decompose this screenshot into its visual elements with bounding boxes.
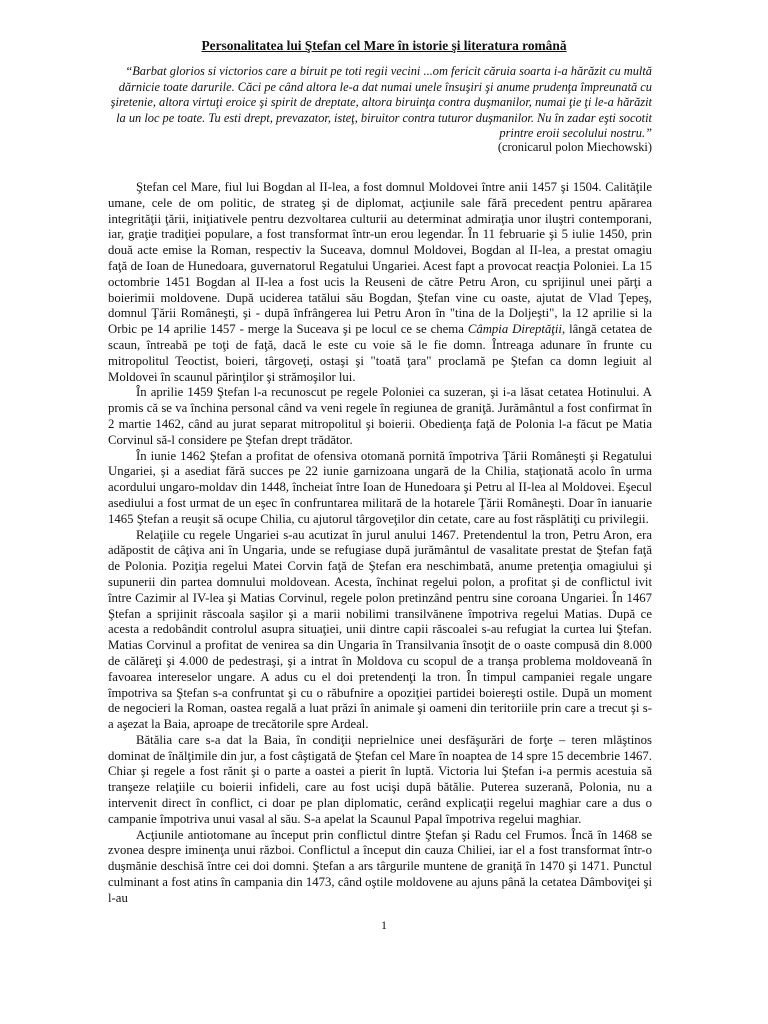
paragraph-text: , lângă cetatea de scaun, întreabă pe toţi de faţă, dacă le este cu voie să le fie domn. Întreaga adunare în frunte cu mitropolitul Teoctist, boieri, târgoveţi, ostaşi şi "toată ţara" proclamă pe Ştefan ca domn legiuit al Moldovei în scaunul părinţilor şi strămoşilor lui.: [108, 322, 652, 384]
paragraph: Acţiunile antiotomane au început prin conflictul dintre Ştefan şi Radu cel Frumos. Încă în 1468 se zvonea despre iminenţa unui război. Conflictul a început din cauza Chiliei, iar el a fost transformat într-o duşmănie deschisă între cei doi domni. Ştefan a ars târgurile muntene de graniţă în 1470 şi 1471. Punctul culminant a fost atins în campania din 1473, când oştile moldovene au ajuns până la cetatea Dâmboviţei şi l-au: [108, 827, 652, 905]
emphasized-place-name: Câmpia Direptăţii: [467, 322, 562, 337]
paragraph: Relaţiile cu regele Ungariei s-au acutizat în jurul anului 1467. Pretendentul la tron, Petru Aron, era adăpostit de câţiva ani în Ungaria, unde se refugiase după jurământul de vasalitate prestat de Ştefan faţă de Polonia. Poziţia regelui Matei Corvin faţă de Ştefan era neschimbată, anume pretenţia omagiului şi supunerii din partea domnului moldovean. Acesta, închinat regelui polon, a profitat şi de conflictul ivit între Cazimir al IV-lea şi Matias Corvinul, regele polon pretinzând pentru sine coroana Ungariei. În 1467 Ştefan a sprijinit răscoala saşilor şi a marii nobilimi transilvănene împotriva regelui Matias. După ce acesta a redobândit controlul asupra situaţiei, unii dintre capii răscoalei s-au refugiat la curtea lui Ştefan. Matias Corvinul a profitat de venirea sa din Ungaria în Transilvania însoţit de o oaste compusă din 8.000 de călăreţi şi 4.000 de pedestraşi, şi a intrat în Moldova cu scopul de a tranşa problema moldoveană în favoarea intereselor ungare. A adus cu el doi pretendenţi la tron. În timpul campaniei regale ungare împotriva sa Ştefan s-a confruntat şi cu o răbufnire a opoziţiei partidei boiereşti ostile. După un moment de negocieri la Roman, oastea regală a luat prăzi în animale şi oameni din teritoriile prin care a trecut şi s-a aşezat la Baia, aproape de trecătorile spre Ardeal.: [108, 527, 652, 732]
paragraph: Bătălia care s-a dat la Baia, în condiţii neprielnice unei desfăşurări de forţe – teren mlăştinos dominat de înălţimile din jur, a fost câştigată de Ştefan cel Mare în noaptea de 14 spre 15 decembrie 1467. Chiar şi regele a fost rănit şi o parte a oastei a pierit în luptă. Victoria lui Ştefan i-a permis acestuia să tranşeze relaţiile cu boierii infideli, care au fost ucişi după bătălie. Puterea suzerană, Polonia, nu a intervenit direct în conflict, ci doar pe plan diplomatic, cerând explicaţii regelui maghiar care a dus o campanie împotriva unui vasal al său. S-a apelat la Scaunul Papal împotriva regelui maghiar.: [108, 732, 652, 826]
motto-source: (cronicarul polon Miechowski): [497, 140, 652, 154]
paragraph-text: Ştefan cel Mare, fiul lui Bogdan al II-lea, a fost domnul Moldovei între anii 1457 şi 1504. Calităţile umane, cele de om politic, de strateg şi de diplomat, acţiunile sale fără precedent pentru apărarea integrităţii ţării, iniţiativele pentru dezvoltarea culturii au determinat admiraţia unor iluştri contemporani, iar, graţie tradiţiei populare, a fost transformat într-un erou legendar. În 11 februarie şi 5 iulie 1450, prin două acte emise la Roman, respectiv la Suceava, domnul Moldovei, Bogdan al II-lea, a prestat omagiu faţă de Ioan de Hunedoara, guvernatorul Regatului Ungariei. Acest fapt a provocat reacţia Poloniei. La 15 octombrie 1451 Bogdan al II-lea a fost ucis la Reuseni de către Petru Aron, cu sprijinul unei părţi a boierimii moldovene. După uciderea tatălui său Bogdan, Ştefan vine cu oaste, ajutat de Vlad Ţepeş, domnul Ţării Româneşti, şi - după înfrângerea lui Petru Aron în "tina de la Doljeşti", la 12 aprilie si la Orbic pe 14 aprilie 1457 - merge la Suceava şi pe locul ce se chema: [108, 180, 652, 337]
motto-quote: “Barbat glorios si victorios care a biruit pe toti regii vecini ...om fericit căruia soarta i-a hărăzit cu multă dărnicie toate darurile. Căci pe când altora le-a dat numai unele însuşiri şi anume prudenţa împreunată cu şiretenie, altora virtuţi eroice şi spirit de dreptate, altora biruinţa contra duşmanilor, numai ţie ţi le-a hărăzit la un loc pe toate. Tu esti drept, prevazator, isteţ, biruitor contra tuturor duşmanilor. Nu în zadar eşti socotit printre eroii secolului nostru.”: [110, 64, 652, 141]
paragraph: În aprilie 1459 Ştefan l-a recunoscut pe regele Poloniei ca suzeran, şi i-a lăsat cetatea Hotinului. A promis că se va închina personal când va veni regele în regiunea de graniţă. Jurământul a fost confirmat în 2 martie 1462, când au jurat separat mitropolitul şi boierii. Obedienţa faţă de Polonia l-a făcut pe Matia Corvinul să-l considere pe Ştefan drept trădător.: [108, 385, 652, 447]
paragraph: În iunie 1462 Ştefan a profitat de ofensiva otomană pornită împotriva Ţării Româneşti şi Regatului Ungariei, şi a asediat fără succes pe 22 iunie garnizoana ungară de la Chilia, staţionată acolo în urma acordului ungaro-moldav din 1448, încheiat între Ioan de Hunedoara şi Petru al II-lea al Moldovei. Eşecul asediului a fost urmat de un eşec în confruntarea militară de la hotarele Ţării Româneşti. Doar în ianuarie 1465 Ştefan a reuşit să ocupe Chilia, cu ajutorul târgoveţilor din cetate, care au fost răsplătiţi cu privilegii.: [108, 448, 652, 526]
document-body: [108, 180, 652, 907]
document-title: Personalitatea lui Ştefan cel Mare în istorie şi literatura română: [201, 38, 567, 53]
page-number: 1: [381, 918, 387, 932]
paragraph: [108, 180, 652, 385]
